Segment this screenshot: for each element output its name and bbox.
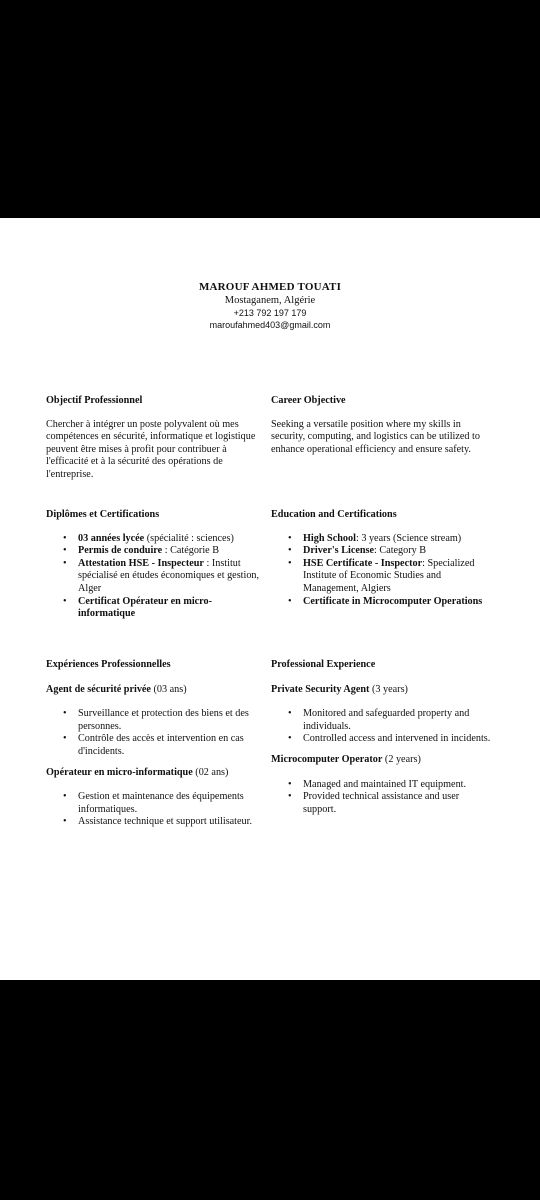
item-text: Controlled access and intervened in incidents.: [303, 733, 491, 745]
french-education-section: [46, 509, 268, 621]
bullet-icon: •: [63, 708, 67, 720]
bullet-icon: •: [63, 545, 67, 557]
bullet-icon: •: [288, 708, 292, 720]
french-education-list: [46, 533, 268, 621]
english-objective-title: Career Objective: [271, 395, 346, 406]
list-item: [46, 545, 268, 558]
bullet-icon: •: [63, 532, 67, 544]
job-duration: (03 ans): [150, 683, 187, 695]
bullet-icon: •: [288, 733, 292, 745]
job-title: Microcomputer Operator: [271, 753, 383, 765]
candidate-name: MAROUF AHMED TOUATI: [198, 281, 342, 293]
list-item: [271, 596, 493, 609]
english-education-title: Education and Certifications: [271, 509, 397, 520]
item-bold: Certificat Opérateur en micro-informatique: [78, 595, 212, 620]
english-experience-title: Professional Experience: [271, 659, 376, 670]
candidate-location: Mostaganem, Algérie: [224, 295, 316, 306]
list-item: [271, 558, 493, 596]
french-objective-text: Chercher à intégrer un poste polyvalent où mes compétences en sécurité, informatique et logistique peuvent être mises à profit pour contribuer à l'efficacité et à la sécurité des opérations de l'entreprise.: [46, 418, 256, 480]
english-job1-list: [271, 708, 493, 746]
bullet-icon: •: [63, 557, 67, 569]
item-text: Provided technical assistance and user support.: [303, 791, 460, 815]
list-item: [271, 733, 493, 746]
job-duration: (02 ans): [192, 766, 229, 778]
bullet-icon: •: [63, 816, 67, 828]
candidate-phone: +213 792 197 179: [233, 308, 307, 318]
item-bold: Permis de conduire: [78, 545, 163, 557]
english-job1-heading: [271, 684, 493, 697]
list-item: [271, 779, 493, 792]
item-bold: Driver's License: [303, 545, 375, 557]
french-job2-heading: [46, 767, 268, 780]
item-text: Monitored and safeguarded property and individuals.: [303, 708, 470, 732]
list-item: [46, 816, 268, 829]
list-item: [46, 791, 268, 816]
bullet-icon: •: [63, 733, 67, 745]
item-bold: High School: [303, 532, 356, 544]
item-text: : Category B: [374, 545, 427, 557]
item-bold: 03 années lycée: [78, 532, 145, 544]
bullet-icon: •: [288, 557, 292, 569]
english-experience-section: [271, 659, 493, 816]
item-text: Surveillance et protection des biens et des personnes.: [78, 708, 249, 732]
french-objective-title: Objectif Professionnel: [46, 395, 143, 406]
job-title: Private Security Agent: [271, 683, 370, 695]
english-education-section: [271, 509, 493, 608]
list-item: [46, 533, 268, 546]
item-text: Managed and maintained IT equipment.: [303, 778, 467, 790]
job-duration: (2 years): [382, 753, 421, 765]
bullet-icon: •: [288, 778, 292, 790]
french-education-title: Diplômes et Certifications: [46, 509, 160, 520]
resume-header: [0, 281, 540, 331]
french-experience-title: Expériences Professionnelles: [46, 659, 171, 670]
bullet-icon: •: [288, 532, 292, 544]
list-item: [271, 791, 493, 816]
bullet-icon: •: [288, 595, 292, 607]
french-objective-section: [46, 395, 268, 482]
french-job2-list: [46, 791, 268, 829]
list-item: [271, 545, 493, 558]
job-title: Agent de sécurité privée: [46, 683, 151, 695]
english-objective-section: [271, 395, 493, 456]
list-item: [46, 558, 268, 596]
list-item: [46, 733, 268, 758]
french-job1-list: [46, 708, 268, 758]
item-text: (spécialité : sciences): [144, 532, 234, 544]
item-text: Assistance technique et support utilisateur.: [78, 816, 252, 828]
bullet-icon: •: [63, 791, 67, 803]
english-objective-text: Seeking a versatile position where my skills in security, computing, and logistics can be utilized to enhance operational efficiency and ensure safety.: [271, 418, 480, 455]
job-duration: (3 years): [369, 683, 408, 695]
bullet-icon: •: [288, 545, 292, 557]
item-bold: Attestation HSE - Inspecteur: [78, 557, 204, 569]
item-text: : Catégorie B: [162, 545, 220, 557]
english-job2-heading: [271, 754, 493, 767]
item-text: Gestion et maintenance des équipements informatiques.: [78, 791, 244, 815]
item-text: : 3 years (Science stream): [355, 532, 462, 544]
english-education-list: [271, 533, 493, 609]
resume-page: [0, 218, 540, 980]
english-job2-list: [271, 779, 493, 817]
list-item: [271, 533, 493, 546]
item-text: Contrôle des accès et intervention en cas d'incidents.: [78, 733, 244, 757]
list-item: [46, 596, 268, 621]
job-title: Opérateur en micro-informatique: [46, 766, 193, 778]
list-item: [46, 708, 268, 733]
item-bold: Certificate in Microcomputer Operations: [303, 595, 483, 607]
item-bold: HSE Certificate - Inspector: [303, 557, 423, 569]
bullet-icon: •: [288, 791, 292, 803]
french-experience-section: [46, 659, 268, 829]
list-item: [271, 708, 493, 733]
item-text: : Specialized Institute of Economic Studies and Management, Algiers: [303, 557, 475, 594]
candidate-email: maroufahmed403@gmail.com: [209, 320, 331, 330]
french-job1-heading: [46, 684, 268, 697]
item-text: : Institut spécialisé en études économiques et gestion, Alger: [78, 557, 260, 594]
bullet-icon: •: [63, 595, 67, 607]
